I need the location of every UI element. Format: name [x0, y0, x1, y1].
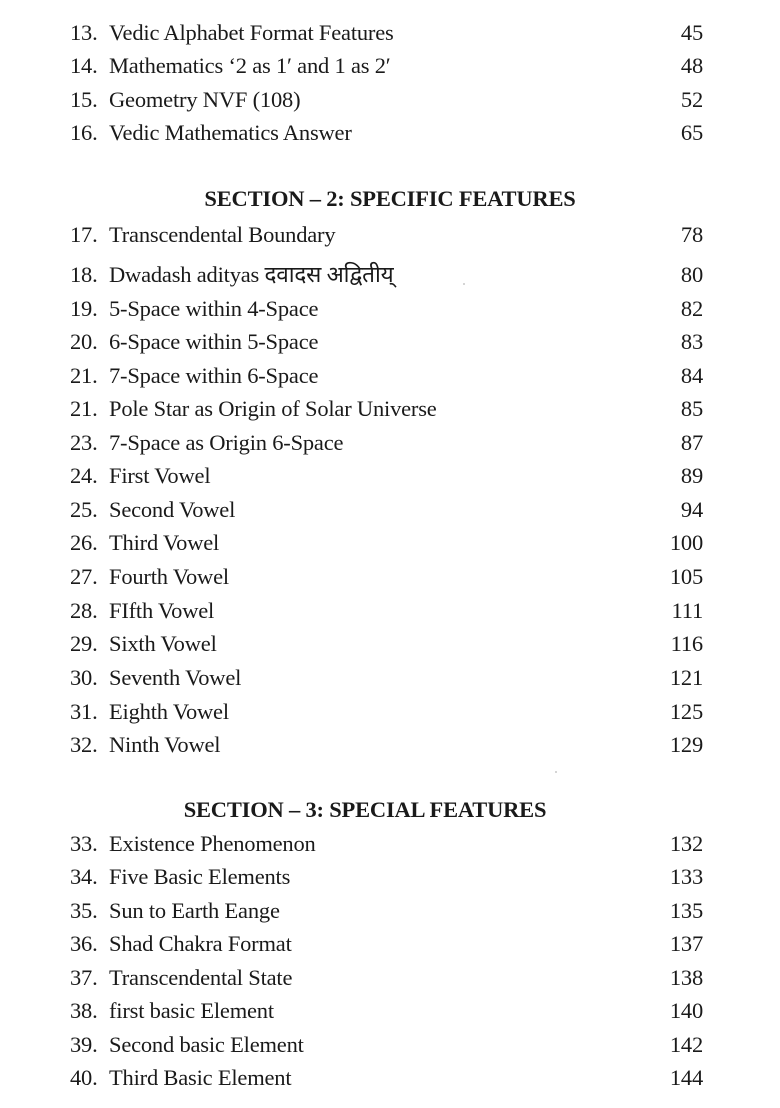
entry-number: 38.: [70, 998, 98, 1023]
section-3-heading: SECTION – 3: SPECIAL FEATURES: [183, 797, 547, 822]
toc-entry: [0, 528, 780, 558]
entry-page: 52: [680, 87, 703, 112]
entry-number: 28.: [70, 598, 98, 623]
entry-number: 40.: [70, 1065, 98, 1090]
entry-number: 36.: [70, 931, 98, 956]
toc-entry: [0, 963, 780, 993]
toc-entry: [0, 862, 780, 892]
toc-entry: [0, 1030, 780, 1060]
toc-entry: [0, 85, 780, 115]
entry-page: 89: [680, 463, 703, 488]
entry-title: Geometry NVF (108): [109, 87, 301, 112]
entry-number: 21.: [70, 396, 98, 421]
entry-title: 7-Space as Origin 6-Space: [109, 430, 344, 455]
entry-page: 144: [669, 1065, 703, 1090]
scan-speck: [555, 771, 557, 773]
toc-entry: [0, 829, 780, 859]
entry-title: First Vowel: [109, 463, 211, 488]
entry-title: Transcendental State: [109, 965, 293, 990]
entry-title: Dwadash adityas दवादस अद्वितीय्: [109, 262, 394, 287]
entry-page: 80: [680, 262, 703, 287]
entry-number: 29.: [70, 631, 98, 656]
entry-number: 15.: [70, 87, 98, 112]
entry-page: 135: [669, 898, 703, 923]
entry-number: 39.: [70, 1032, 98, 1057]
toc-entry: [0, 327, 780, 357]
entry-page: 138: [669, 965, 703, 990]
toc-entry: [0, 629, 780, 659]
entry-page: 94: [680, 497, 703, 522]
entry-title: Third Vowel: [109, 530, 220, 555]
entry-number: 20.: [70, 329, 98, 354]
entry-page: 48: [680, 53, 703, 78]
entry-title: Sun to Earth Eange: [109, 898, 280, 923]
toc-entry: [0, 428, 780, 458]
entry-page: 133: [669, 864, 703, 889]
entry-number: 37.: [70, 965, 98, 990]
entry-title: Existence Phenomenon: [109, 831, 316, 856]
entry-number: 25.: [70, 497, 98, 522]
toc-entry: [0, 118, 780, 148]
entry-title: Eighth Vowel: [109, 699, 229, 724]
entry-page: 111: [671, 598, 703, 623]
entry-page: 78: [680, 222, 703, 247]
entry-title: Vedic Alphabet Format Features: [109, 20, 394, 45]
scan-speck: [463, 283, 465, 285]
toc-entry: [0, 996, 780, 1026]
entry-page: 85: [680, 396, 703, 421]
entry-number: 33.: [70, 831, 98, 856]
toc-entry: [0, 896, 780, 926]
toc-entry: [0, 260, 780, 290]
entry-title: Vedic Mathematics Answer: [109, 120, 352, 145]
entry-title: Ninth Vowel: [109, 732, 221, 757]
toc-entry: [0, 51, 780, 81]
toc-entry: [0, 361, 780, 391]
entry-page: 142: [669, 1032, 703, 1057]
entry-number: 34.: [70, 864, 98, 889]
entry-title: Fourth Vowel: [109, 564, 229, 589]
entry-number: 24.: [70, 463, 98, 488]
toc-entry: [0, 697, 780, 727]
entry-title: 6-Space within 5-Space: [109, 329, 319, 354]
entry-page: 84: [680, 363, 703, 388]
entry-page: 129: [669, 732, 703, 757]
entry-number: 14.: [70, 53, 98, 78]
section-2-heading: SECTION – 2: SPECIFIC FEATURES: [204, 186, 576, 211]
entry-title: Second Vowel: [109, 497, 236, 522]
entry-page: 83: [680, 329, 703, 354]
entry-title: 7-Space within 6-Space: [109, 363, 319, 388]
entry-title: Sixth Vowel: [109, 631, 217, 656]
entry-title: first basic Element: [109, 998, 274, 1023]
entry-title: Five Basic Elements: [109, 864, 291, 889]
toc-entry: [0, 663, 780, 693]
entry-page: 65: [680, 120, 703, 145]
entry-page: 45: [680, 20, 703, 45]
entry-page: 140: [669, 998, 703, 1023]
entry-number: 21.: [70, 363, 98, 388]
entry-page: 125: [669, 699, 703, 724]
entry-title: Second basic Element: [109, 1032, 304, 1057]
entry-number: 27.: [70, 564, 98, 589]
entry-title: Seventh Vowel: [109, 665, 242, 690]
entry-number: 35.: [70, 898, 98, 923]
entry-page: 132: [669, 831, 703, 856]
entry-title: Third Basic Element: [109, 1065, 292, 1090]
entry-number: 26.: [70, 530, 98, 555]
entry-number: 16.: [70, 120, 98, 145]
toc-entry: [0, 730, 780, 760]
entry-title: Pole Star as Origin of Solar Universe: [109, 396, 437, 421]
toc-entry: [0, 596, 780, 626]
entry-page: 137: [669, 931, 703, 956]
entry-page: 87: [680, 430, 703, 455]
entry-title: Transcendental Boundary: [109, 222, 336, 247]
toc-entry: [0, 18, 780, 48]
entry-page: 100: [669, 530, 703, 555]
entry-number: 31.: [70, 699, 98, 724]
entry-title: Shad Chakra Format: [109, 931, 292, 956]
toc-entry: [0, 394, 780, 424]
entry-number: 18.: [70, 262, 98, 287]
entry-number: 23.: [70, 430, 98, 455]
entry-title: 5-Space within 4-Space: [109, 296, 319, 321]
entry-page: 82: [680, 296, 703, 321]
toc-entry: [0, 461, 780, 491]
toc-entry: [0, 294, 780, 324]
entry-page: 105: [669, 564, 703, 589]
entry-page: 116: [670, 631, 703, 656]
entry-title: FIfth Vowel: [109, 598, 215, 623]
toc-entry: [0, 562, 780, 592]
entry-page: 121: [669, 665, 703, 690]
toc-entry: [0, 495, 780, 525]
entry-number: 17.: [70, 222, 98, 247]
entry-number: 30.: [70, 665, 98, 690]
toc-entry: [0, 1063, 780, 1093]
toc-entry: [0, 929, 780, 959]
entry-number: 13.: [70, 20, 98, 45]
toc-entry: [0, 220, 780, 250]
entry-number: 19.: [70, 296, 98, 321]
entry-number: 32.: [70, 732, 98, 757]
entry-title: Mathematics ‘2 as 1′ and 1 as 2′: [109, 53, 391, 78]
